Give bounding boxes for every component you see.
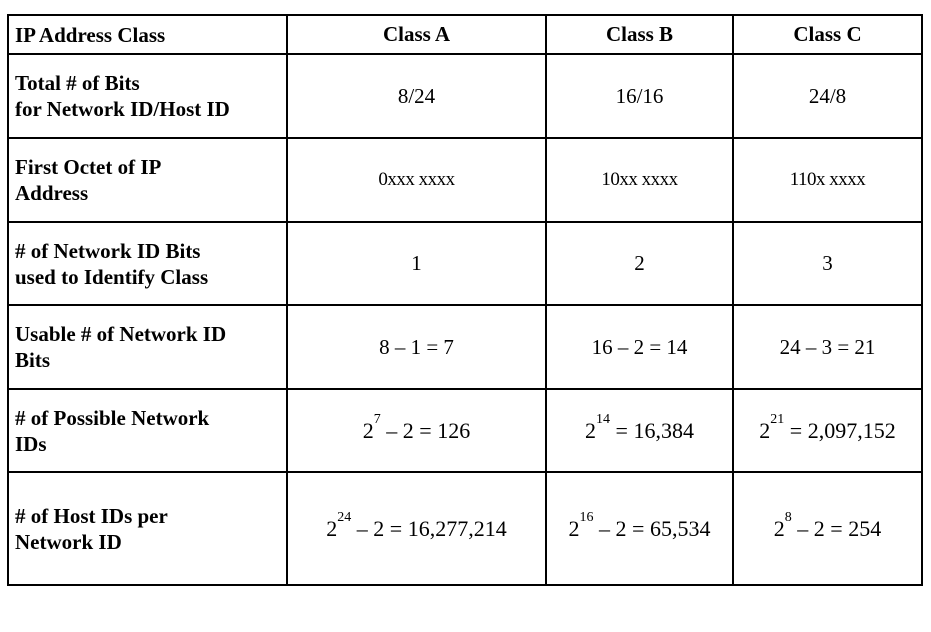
class-b-header: Class B xyxy=(546,15,733,54)
power-base: 2 xyxy=(773,515,785,541)
table-row-host-ids xyxy=(8,472,922,585)
cell-class-b: 2 xyxy=(546,222,733,305)
row-label-line: for Network ID/Host ID xyxy=(15,97,230,121)
corner-header: IP Address Class xyxy=(8,15,287,54)
power-exponent: 14 xyxy=(596,411,611,427)
row-label-line: used to Identify Class xyxy=(15,264,209,289)
power-rest: – 2 = 254 xyxy=(791,515,882,541)
cell-class-c xyxy=(733,389,922,472)
table-row-total-bits xyxy=(8,54,922,138)
table-row-class-bits xyxy=(8,222,922,305)
power-base: 2 xyxy=(759,417,771,443)
row-label-line: Bits xyxy=(15,348,51,372)
power-exponent: 21 xyxy=(770,411,785,427)
class-c-header: Class C xyxy=(733,15,922,54)
row-label-line: # of Network ID Bits xyxy=(15,238,201,263)
power-exponent: 7 xyxy=(373,411,381,427)
row-label-line: First Octet of IP xyxy=(15,155,162,179)
cell-class-b: 10xx xxxx xyxy=(546,138,733,222)
table-row-usable-bits xyxy=(8,305,922,389)
power-rest: = 2,097,152 xyxy=(784,417,896,443)
row-label-line: Address xyxy=(15,181,89,205)
row-label xyxy=(8,138,287,222)
power-rest: – 2 = 126 xyxy=(380,417,471,443)
row-label-line: # of Possible Network xyxy=(15,405,210,430)
class-a-header: Class A xyxy=(287,15,546,54)
cell-class-a xyxy=(287,389,546,472)
cell-class-c: 24/8 xyxy=(733,54,922,138)
row-label xyxy=(8,54,287,138)
power-base: 2 xyxy=(568,515,580,541)
cell-class-c xyxy=(733,472,922,585)
row-label xyxy=(8,389,287,472)
table-row-possible-networks xyxy=(8,389,922,472)
row-label-line: IDs xyxy=(15,431,47,456)
power-rest: – 2 = 65,534 xyxy=(593,515,711,541)
cell-class-a: 8 – 1 = 7 xyxy=(287,305,546,389)
row-label-line: # of Host IDs per xyxy=(15,503,168,528)
cell-class-c: 110x xxxx xyxy=(733,138,922,222)
header-row xyxy=(8,15,922,54)
cell-class-b xyxy=(546,389,733,472)
cell-class-a: 1 xyxy=(287,222,546,305)
cell-class-b: 16/16 xyxy=(546,54,733,138)
row-label xyxy=(8,472,287,585)
ip-address-class-table xyxy=(7,14,923,586)
row-label-line: Network ID xyxy=(15,529,122,554)
cell-class-a xyxy=(287,472,546,585)
power-base: 2 xyxy=(362,417,374,443)
cell-class-c: 3 xyxy=(733,222,922,305)
cell-class-b xyxy=(546,472,733,585)
power-base: 2 xyxy=(326,515,338,541)
power-rest: – 2 = 16,277,214 xyxy=(351,515,507,541)
row-label xyxy=(8,305,287,389)
row-label-line: Total # of Bits xyxy=(15,71,140,95)
power-exponent: 8 xyxy=(784,509,792,525)
power-exponent: 24 xyxy=(337,509,352,525)
power-exponent: 16 xyxy=(579,509,594,525)
cell-class-a: 8/24 xyxy=(287,54,546,138)
table-row-first-octet xyxy=(8,138,922,222)
cell-class-a: 0xxx xxxx xyxy=(287,138,546,222)
cell-class-c: 24 – 3 = 21 xyxy=(733,305,922,389)
row-label xyxy=(8,222,287,305)
row-label-line: Usable # of Network ID xyxy=(15,322,227,346)
cell-class-b: 16 – 2 = 14 xyxy=(546,305,733,389)
power-rest: = 16,384 xyxy=(610,417,694,443)
power-base: 2 xyxy=(585,417,597,443)
